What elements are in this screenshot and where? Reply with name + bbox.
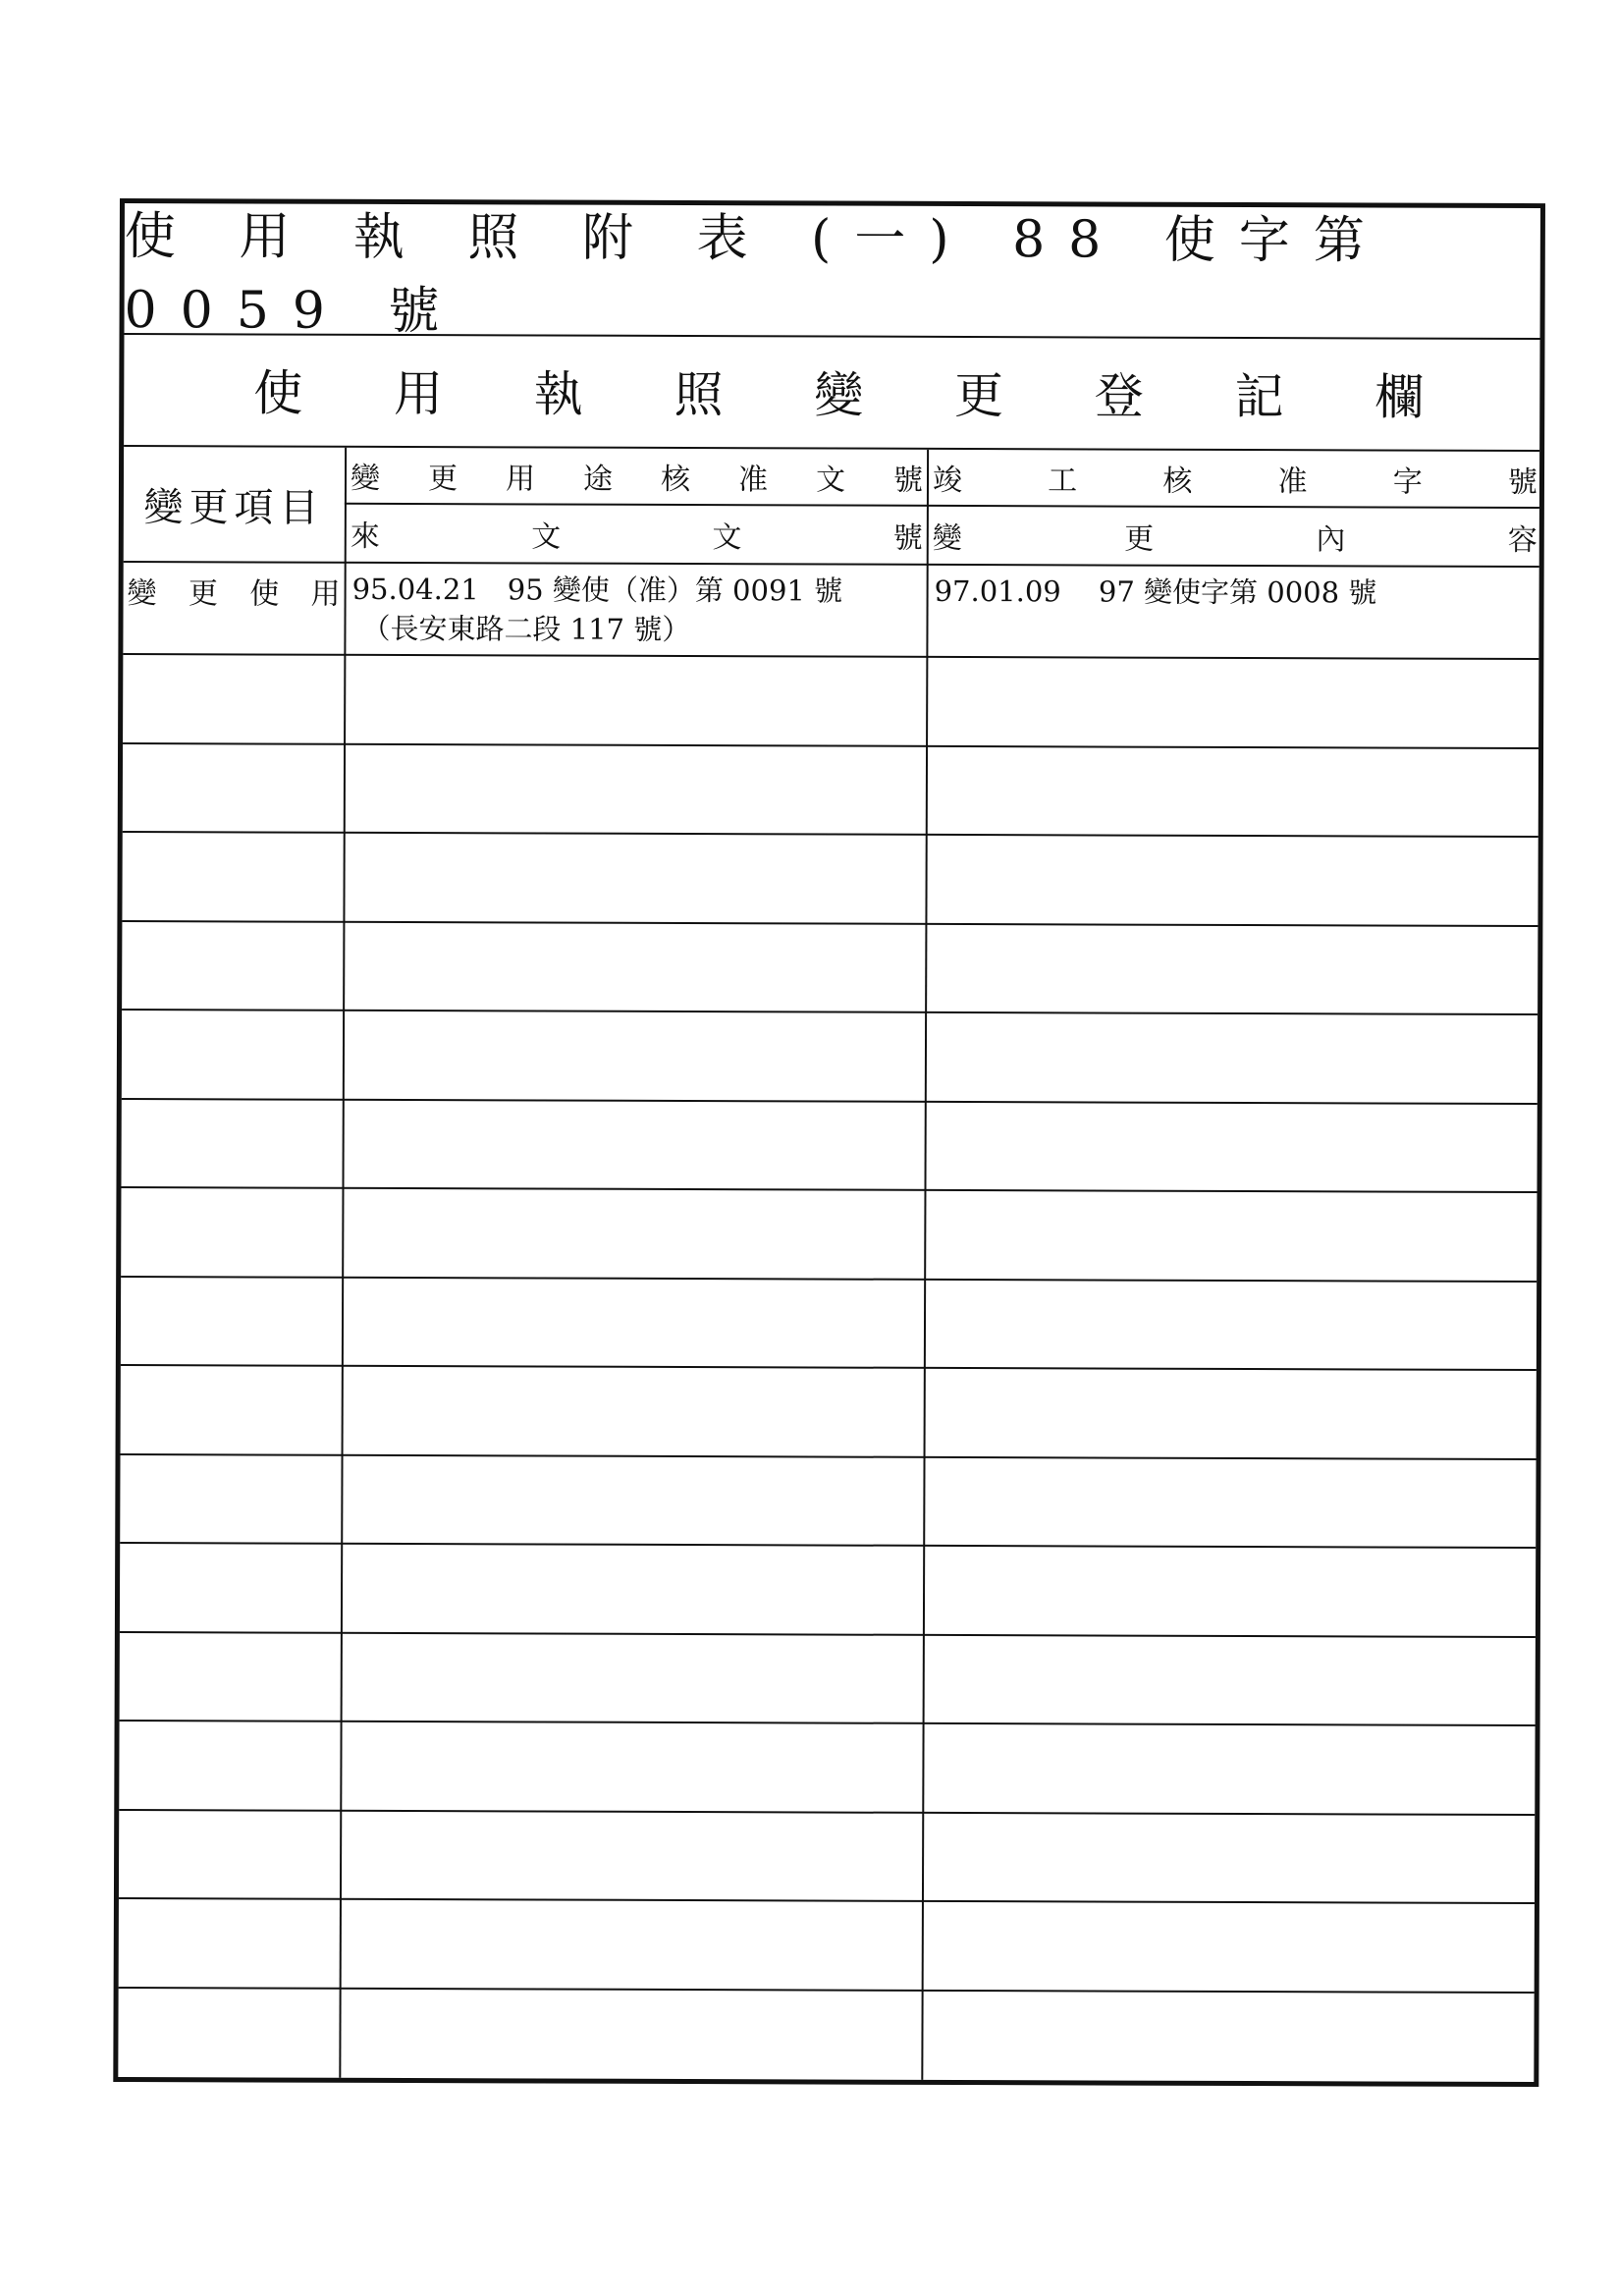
row-1-item-char: 更 xyxy=(188,576,218,612)
subtitle-char: 使 xyxy=(253,364,303,422)
header-usage-approval-char: 文 xyxy=(815,463,846,498)
header-completion-approval-char: 號 xyxy=(1507,465,1537,501)
row-1-completion xyxy=(928,566,1540,658)
row-1-item-char: 用 xyxy=(310,576,341,612)
header-usage-approval-char: 更 xyxy=(427,462,458,497)
header-usage-approval-char: 變 xyxy=(350,461,381,496)
row-divider xyxy=(119,1809,1535,1816)
document-title: 使 用 執 照 附 表 (一) 88 使字第 0059 號 xyxy=(125,203,1540,340)
header-completion-approval-char: 竣 xyxy=(932,463,963,498)
header-completion-approval-char: 字 xyxy=(1392,465,1423,500)
header-usage-approval-char: 號 xyxy=(892,463,924,498)
row-divider xyxy=(121,1453,1537,1460)
header-change-content xyxy=(929,507,1541,566)
row-1-change-item xyxy=(124,563,345,617)
header-incoming-doc-char: 文 xyxy=(531,519,562,555)
header-change-content-char: 更 xyxy=(1124,521,1155,557)
row-divider xyxy=(122,920,1537,927)
subtitle-char: 更 xyxy=(953,366,1004,425)
header-incoming-doc-char: 文 xyxy=(712,520,742,556)
header-incoming-doc-no xyxy=(347,505,927,564)
header-completion-approval-no xyxy=(929,450,1541,507)
column-divider xyxy=(339,448,347,2078)
header-usage-approval-char: 准 xyxy=(737,463,769,498)
row-divider xyxy=(120,1542,1536,1549)
subtitle-char: 照 xyxy=(674,365,724,424)
row-divider xyxy=(119,1987,1535,1994)
row-divider xyxy=(119,1897,1535,1904)
row-1-approval-line-1: 95.04.21 95 變使（准）第 0091 號 xyxy=(351,572,843,608)
header-incoming-doc-char: 號 xyxy=(892,520,923,556)
row-1-item-char: 使 xyxy=(249,576,280,612)
subtitle-char: 執 xyxy=(533,365,583,423)
row-divider xyxy=(121,1186,1537,1193)
subtitle-char: 變 xyxy=(814,366,864,424)
row-divider xyxy=(121,1364,1537,1371)
header-completion-approval-char: 核 xyxy=(1162,464,1193,499)
row-divider xyxy=(120,1720,1536,1726)
header-incoming-doc-char: 來 xyxy=(350,519,380,554)
row-divider xyxy=(122,1009,1537,1015)
document-subtitle xyxy=(124,333,1539,452)
row-divider xyxy=(120,1631,1536,1638)
row-1-approval xyxy=(346,564,926,656)
header-usage-approval-char: 核 xyxy=(660,462,691,498)
header-completion-approval-char: 准 xyxy=(1277,465,1308,500)
subtitle-char: 用 xyxy=(393,364,444,423)
row-divider xyxy=(122,1098,1537,1105)
header-change-item: 變更項目 xyxy=(143,484,325,531)
subtitle-char: 登 xyxy=(1094,367,1144,425)
row-1-completion-text: 97.01.09 97 變使字第 0008 號 xyxy=(934,574,1377,610)
header-completion-approval-char: 工 xyxy=(1048,464,1078,499)
header-usage-approval-char: 途 xyxy=(582,462,614,497)
row-divider xyxy=(121,1276,1537,1283)
document-frame xyxy=(113,198,1545,2087)
header-change-content-char: 內 xyxy=(1316,522,1346,558)
subtitle-char: 欄 xyxy=(1375,368,1425,426)
row-divider xyxy=(123,742,1538,749)
row-divider xyxy=(123,831,1538,838)
change-register-table xyxy=(118,447,1539,2082)
header-usage-approval-no xyxy=(347,448,927,505)
column-divider xyxy=(921,450,929,2080)
row-1-approval-line-2: （長安東路二段 117 號） xyxy=(361,611,691,647)
subtitle-char: 記 xyxy=(1234,367,1284,426)
header-change-content-char: 變 xyxy=(932,520,962,556)
row-1-item-char: 變 xyxy=(127,576,157,612)
header-change-content-char: 容 xyxy=(1507,522,1537,559)
header-usage-approval-char: 用 xyxy=(505,462,536,497)
